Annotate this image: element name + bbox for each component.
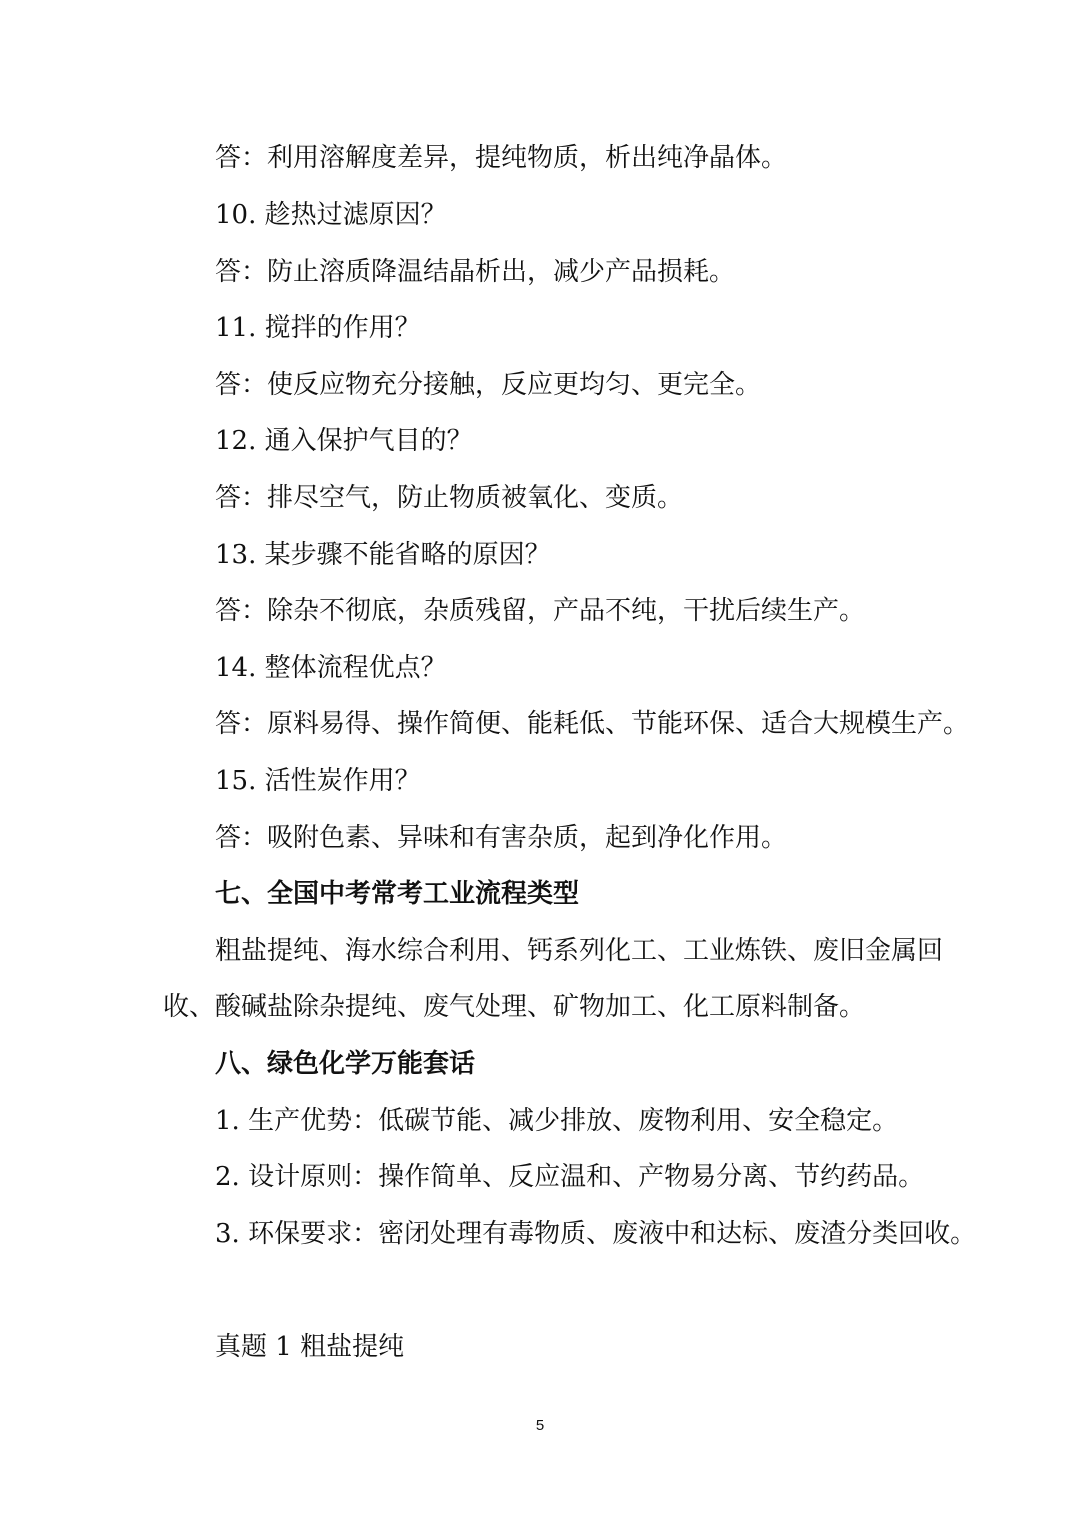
answer-10: 答：防止溶质降温结晶析出，减少产品损耗。 xyxy=(215,257,736,287)
question-12: 12. 通入保护气目的？ xyxy=(215,426,473,456)
section-7-heading: 七、全国中考常考工业流程类型 xyxy=(215,879,580,909)
answer-15: 答：吸附色素、异味和有害杂质，起到净化作用。 xyxy=(215,823,788,853)
section-8-heading: 八、绿色化学万能套话 xyxy=(215,1049,476,1079)
section-8-item-1: 1. 生产优势：低碳节能、减少排放、废物利用、安全稳定。 xyxy=(215,1106,899,1136)
section-7-paragraph-line-1: 粗盐提纯、海水综合利用、钙系列化工、工业炼铁、废旧金属回 xyxy=(215,936,944,966)
section-8-item-2: 2. 设计原则：操作简单、反应温和、产物易分离、节约药品。 xyxy=(215,1162,925,1192)
answer-11: 答：使反应物充分接触，反应更均匀、更完全。 xyxy=(215,370,762,400)
section-8-item-3: 3. 环保要求：密闭处理有毒物质、废液中和达标、废渣分类回收。 xyxy=(215,1219,977,1249)
page-number: 5 xyxy=(535,1417,545,1434)
section-7-paragraph-line-2: 收、酸碱盐除杂提纯、废气处理、矿物加工、化工原料制备。 xyxy=(163,992,866,1022)
question-10: 10. 趁热过滤原因？ xyxy=(215,200,447,230)
question-15: 15. 活性炭作用？ xyxy=(215,766,421,796)
answer-9: 答：利用溶解度差异，提纯物质，析出纯净晶体。 xyxy=(215,143,788,173)
exam-title: 真题 1 粗盐提纯 xyxy=(215,1332,405,1362)
answer-14: 答：原料易得、操作简便、能耗低、节能环保、适合大规模生产。 xyxy=(215,709,970,739)
answer-13: 答：除杂不彻底，杂质残留，产品不纯，干扰后续生产。 xyxy=(215,596,866,626)
answer-12: 答：排尽空气，防止物质被氧化、变质。 xyxy=(215,483,684,513)
question-11: 11. 搅拌的作用？ xyxy=(215,313,421,343)
question-14: 14. 整体流程优点？ xyxy=(215,653,447,683)
question-13: 13. 某步骤不能省略的原因？ xyxy=(215,540,551,570)
